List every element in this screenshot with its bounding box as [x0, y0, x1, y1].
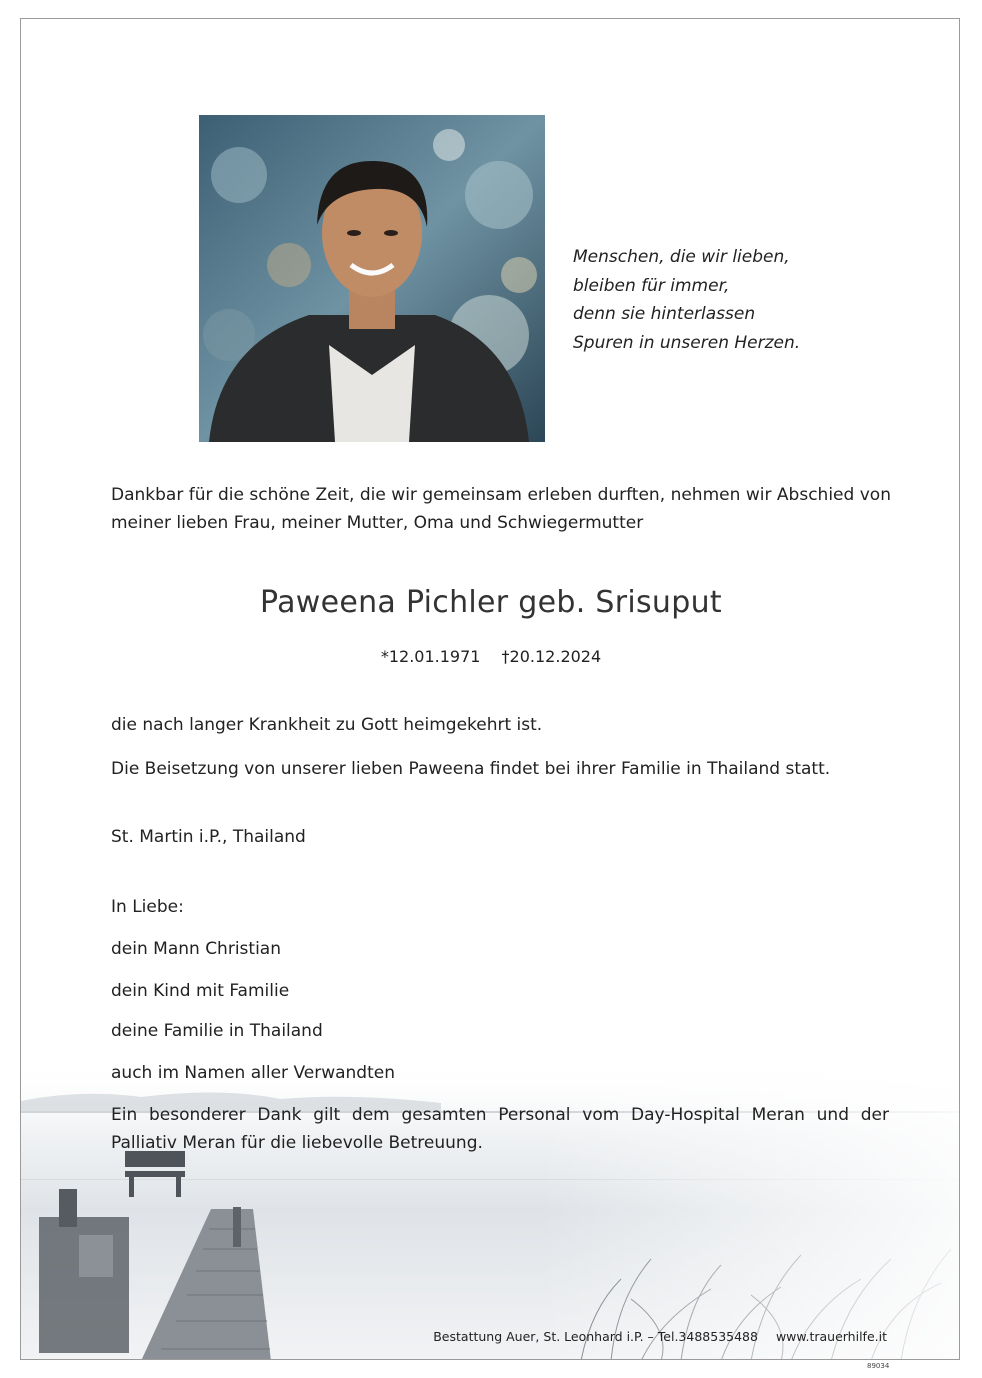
quote-line: denn sie hinterlassen — [573, 304, 756, 324]
deceased-name: Paweena Pichler geb. Srisuput — [260, 585, 722, 620]
mourners-heading: In Liebe: — [111, 897, 184, 917]
mourner-item: dein Mann Christian — [111, 939, 281, 959]
life-dates — [21, 647, 960, 666]
website-link[interactable]: www.trauerhilfe.it — [775, 1329, 887, 1344]
memorial-quote — [573, 243, 893, 357]
print-code: 89034 — [867, 1362, 890, 1370]
thanks-text: Ein besonderer Dank gilt dem gesamten Personal vom Day-Hospital Meran und der Palliativ Meran für die liebevolle Betreuung. — [111, 1105, 889, 1153]
footer — [433, 1329, 887, 1344]
obituary-card — [20, 18, 960, 1360]
body-line: Die Beisetzung von unserer lieben Paweena findet bei ihrer Familie in Thailand statt. — [111, 759, 831, 779]
death-date: †20.12.2024 — [501, 647, 602, 666]
body-line: die nach langer Krankheit zu Gott heimgekehrt ist. — [111, 715, 543, 735]
place-line: St. Martin i.P., Thailand — [111, 827, 306, 847]
quote-line: bleiben für immer, — [573, 275, 730, 296]
mourner-item: deine Familie in Thailand — [111, 1021, 323, 1041]
quote-line: Spuren in unseren Herzen. — [573, 332, 801, 353]
quote-line: Menschen, die wir lieben, — [573, 247, 790, 267]
mourner-item: auch im Namen aller Verwandten — [111, 1063, 395, 1083]
birth-date: *12.01.1971 — [380, 647, 481, 666]
portrait-photo — [199, 115, 545, 442]
funeral-home: Bestattung Auer, St. Leonhard i.P. – Tel.3488535488 — [433, 1329, 758, 1344]
intro-text: Dankbar für die schöne Zeit, die wir gemeinsam erleben durften, nehmen wir Abschied von meiner lieben Frau, meiner Mutter, Oma und Schwiegermutter — [111, 485, 891, 533]
mourner-item: dein Kind mit Familie — [111, 981, 290, 1001]
